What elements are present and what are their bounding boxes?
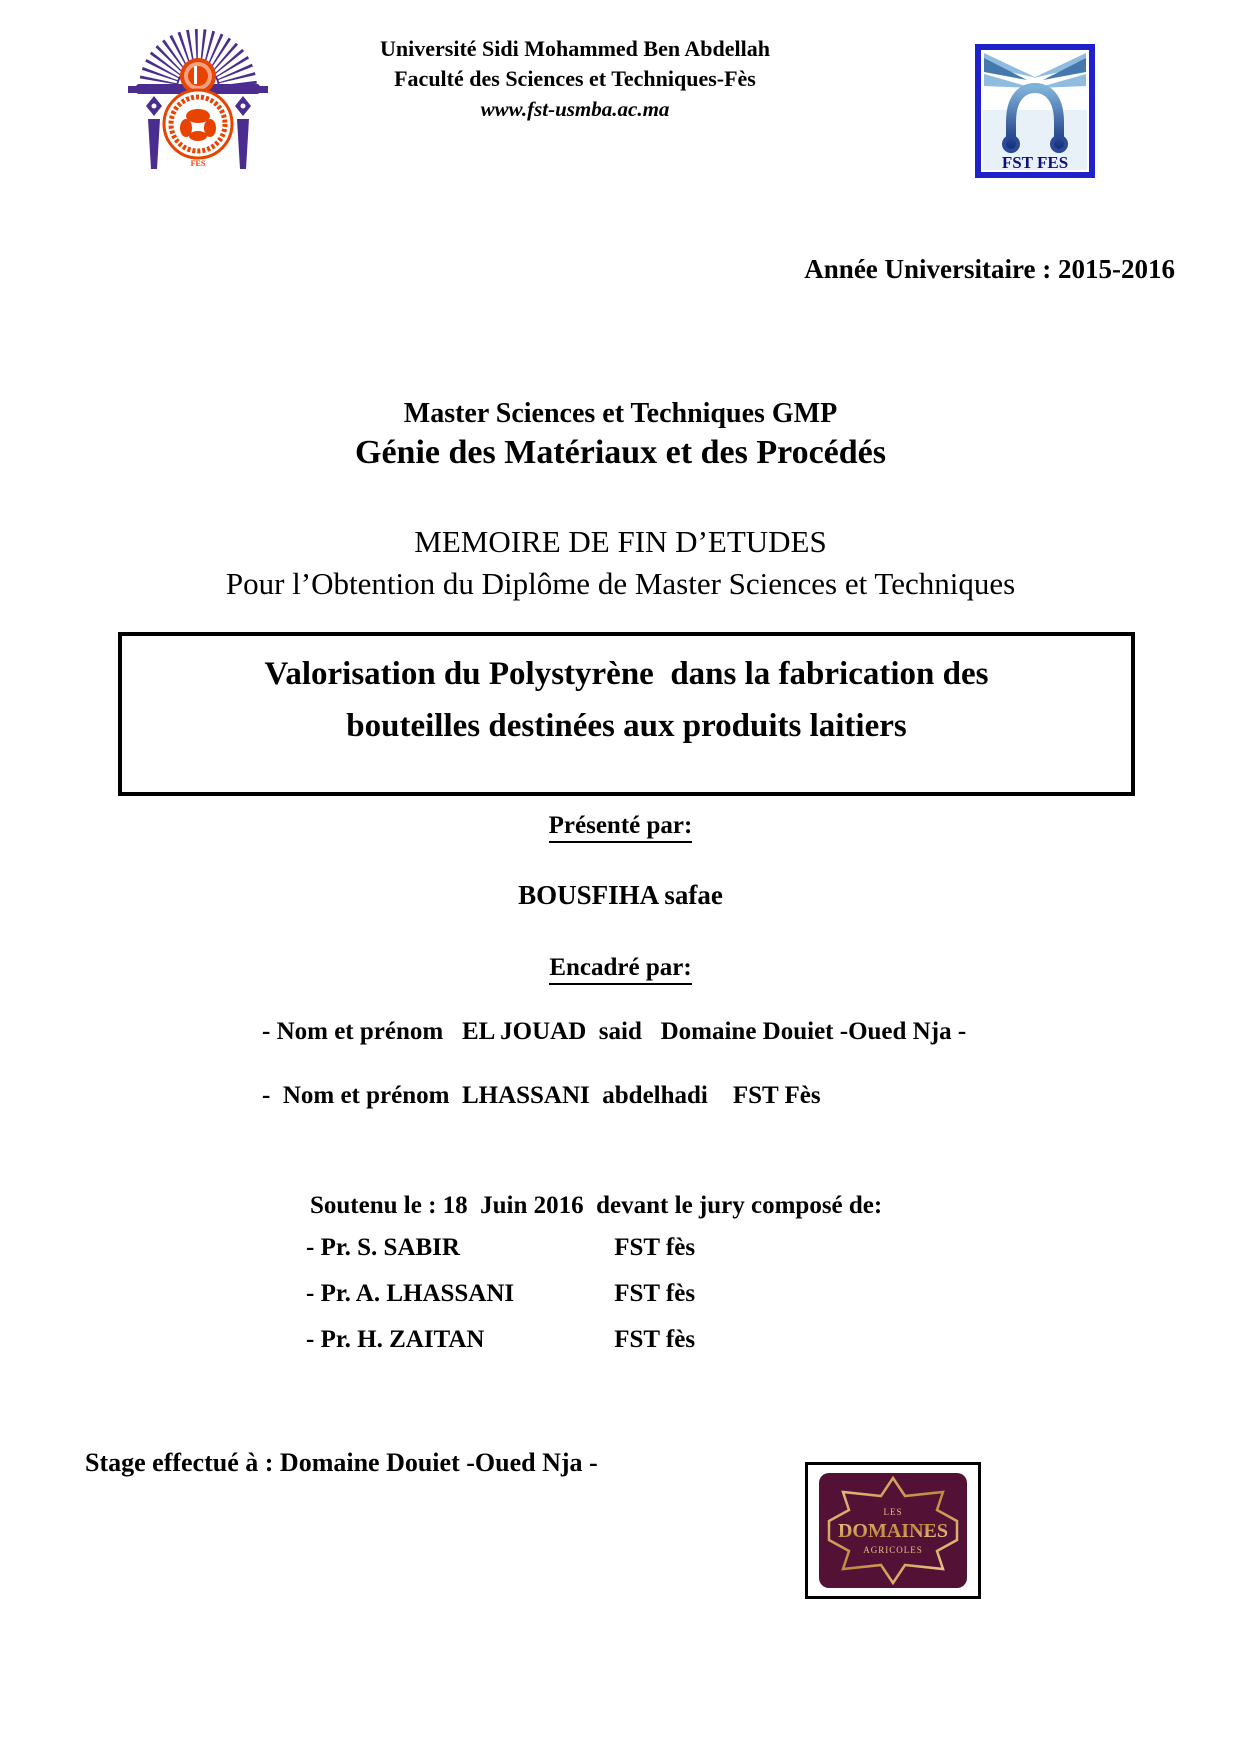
jury-row [306, 1280, 695, 1326]
defense-intro: Soutenu le : 18 Juin 2016 devant le jury composé de: [310, 1192, 883, 1219]
internship-location: Stage effectué à : Domaine Douiet -Oued Nja - [85, 1448, 598, 1477]
thesis-title-line1: Valorisation du Polystyrène dans la fabrication des [264, 656, 989, 692]
memoire-heading: MEMOIRE DE FIN D’ETUDES [414, 524, 827, 559]
svg-text:FES: FES [190, 159, 206, 168]
supervisor-line-2: - Nom et prénom LHASSANI abdelhadi FST Fès [262, 1082, 821, 1109]
university-emblem-icon [126, 24, 271, 176]
jury-member-name: - Pr. S. SABIR [306, 1234, 460, 1261]
fst-fes-logo-icon [975, 44, 1095, 183]
domaines-agricoles-logo-icon [805, 1462, 981, 1599]
thesis-title-line2: bouteilles destinées aux produits laitiers [346, 708, 907, 744]
program-line2: Génie des Matériaux et des Procédés [355, 434, 886, 471]
jury-row [306, 1326, 695, 1372]
domaines-logo-agricoles: AGRICOLES [863, 1545, 923, 1555]
program-line1: Master Sciences et Techniques GMP [403, 398, 838, 429]
jury-member-affiliation: FST fès [614, 1326, 696, 1353]
header-text-block [280, 34, 870, 124]
jury-row [306, 1234, 695, 1280]
presented-by-label: Présenté par: [0, 812, 1241, 843]
faculty-name: Faculté des Sciences et Techniques-Fès [394, 66, 756, 91]
website-url: www.fst-usmba.ac.ma [480, 97, 670, 121]
memoire-subheading: Pour l’Obtention du Diplôme de Master Sciences et Techniques [225, 566, 1016, 601]
author-name: BOUSFIHA safae [518, 880, 723, 910]
academic-year: Année Universitaire : 2015-2016 [804, 254, 1175, 284]
jury-member-name: - Pr. A. LHASSANI [306, 1280, 515, 1307]
jury-member-name: - Pr. H. ZAITAN [306, 1326, 485, 1353]
jury-member-affiliation: FST fès [614, 1280, 696, 1307]
fst-logo-text: FST FES [1001, 153, 1069, 172]
domaines-logo-les: LES [883, 1507, 903, 1517]
jury-list [306, 1234, 695, 1372]
jury-member-affiliation: FST fès [614, 1234, 696, 1261]
university-name: Université Sidi Mohammed Ben Abdellah [380, 36, 770, 61]
domaines-logo-domaines: DOMAINES [837, 1520, 949, 1542]
supervised-by-label: Encadré par: [0, 954, 1241, 985]
supervisor-line-1: - Nom et prénom EL JOUAD said Domaine Douiet -Oued Nja - [262, 1018, 967, 1045]
thesis-title-box [118, 632, 1135, 796]
